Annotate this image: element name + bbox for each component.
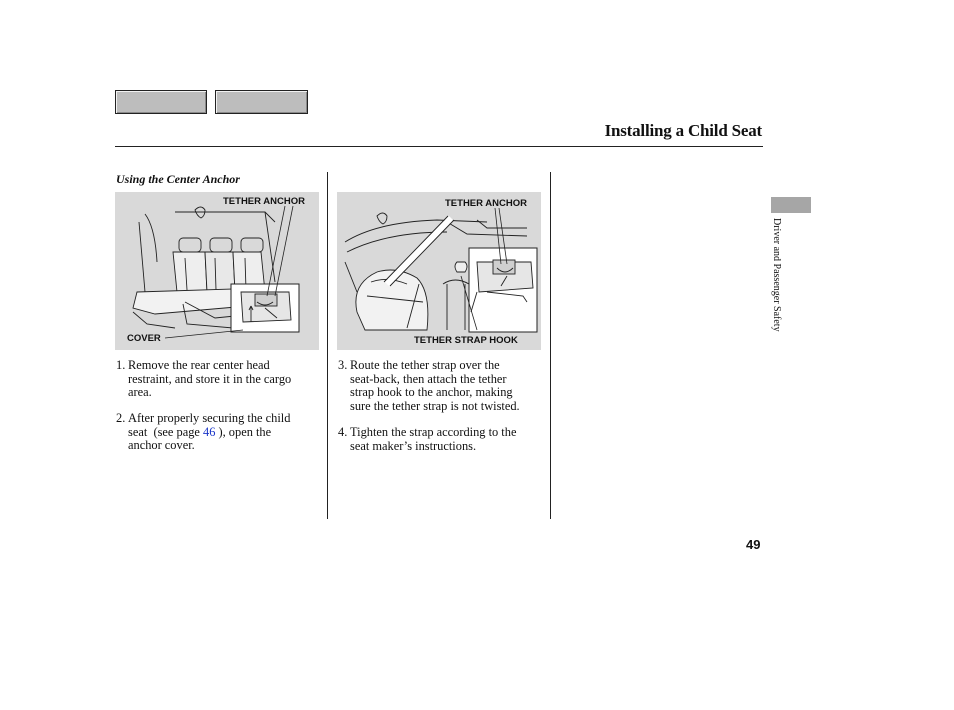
step-line: After properly securing the child — [128, 411, 291, 425]
tether-hook-illustration — [337, 192, 541, 350]
rear-seat-drawing — [115, 192, 319, 350]
step-4 — [338, 426, 548, 454]
title-rule — [115, 146, 763, 147]
section-tab-marker[interactable] — [771, 197, 811, 213]
step-line — [128, 426, 290, 440]
tether-strap-hook-label: TETHER STRAP HOOK — [414, 335, 518, 346]
step-line: seat-back, then attach the tether — [350, 371, 507, 386]
step-line-text: ), open the — [215, 424, 272, 439]
step-text — [350, 359, 520, 413]
step-line: area. — [128, 385, 152, 400]
section-side-label: Driver and Passenger Safety — [771, 218, 782, 332]
tether-hook-drawing — [337, 192, 541, 350]
step-number: 1. — [116, 358, 126, 372]
page-title: Installing a Child Seat — [604, 121, 762, 140]
step-number: 3. — [338, 358, 348, 372]
step-2 — [116, 412, 322, 454]
step-text — [128, 359, 291, 400]
section-subheading: Using the Center Anchor — [116, 172, 240, 186]
step-line: Tighten the strap according to the — [350, 425, 517, 439]
rear-seat-anchor-illustration — [115, 192, 319, 350]
step-line: anchor cover. — [128, 438, 195, 453]
column-divider-1 — [327, 172, 328, 519]
tether-anchor-label-2: TETHER ANCHOR — [445, 198, 527, 209]
step-line: Remove the rear center head — [128, 358, 270, 372]
step-1 — [116, 359, 322, 401]
nav-button-next[interactable] — [215, 90, 308, 114]
step-number: 2. — [116, 411, 126, 425]
step-line: restraint, and store it in the cargo — [128, 371, 292, 386]
page-number: 49 — [746, 537, 761, 552]
step-3 — [338, 359, 548, 415]
step-text — [128, 412, 290, 453]
step-number: 4. — [338, 425, 348, 439]
page-link[interactable]: 46 — [203, 424, 216, 439]
step-line: Route the tether strap over the — [350, 358, 500, 372]
step-line: sure the tether strap is not twisted. — [350, 398, 520, 413]
step-line: strap hook to the anchor, making — [350, 385, 513, 400]
step-text — [350, 426, 516, 453]
column-divider-2 — [550, 172, 551, 519]
step-line-text: seat (see page — [128, 424, 203, 439]
cover-label: COVER — [127, 333, 161, 344]
tether-anchor-label: TETHER ANCHOR — [223, 196, 305, 207]
nav-button-previous[interactable] — [115, 90, 207, 114]
step-line: seat maker’s instructions. — [350, 438, 477, 453]
